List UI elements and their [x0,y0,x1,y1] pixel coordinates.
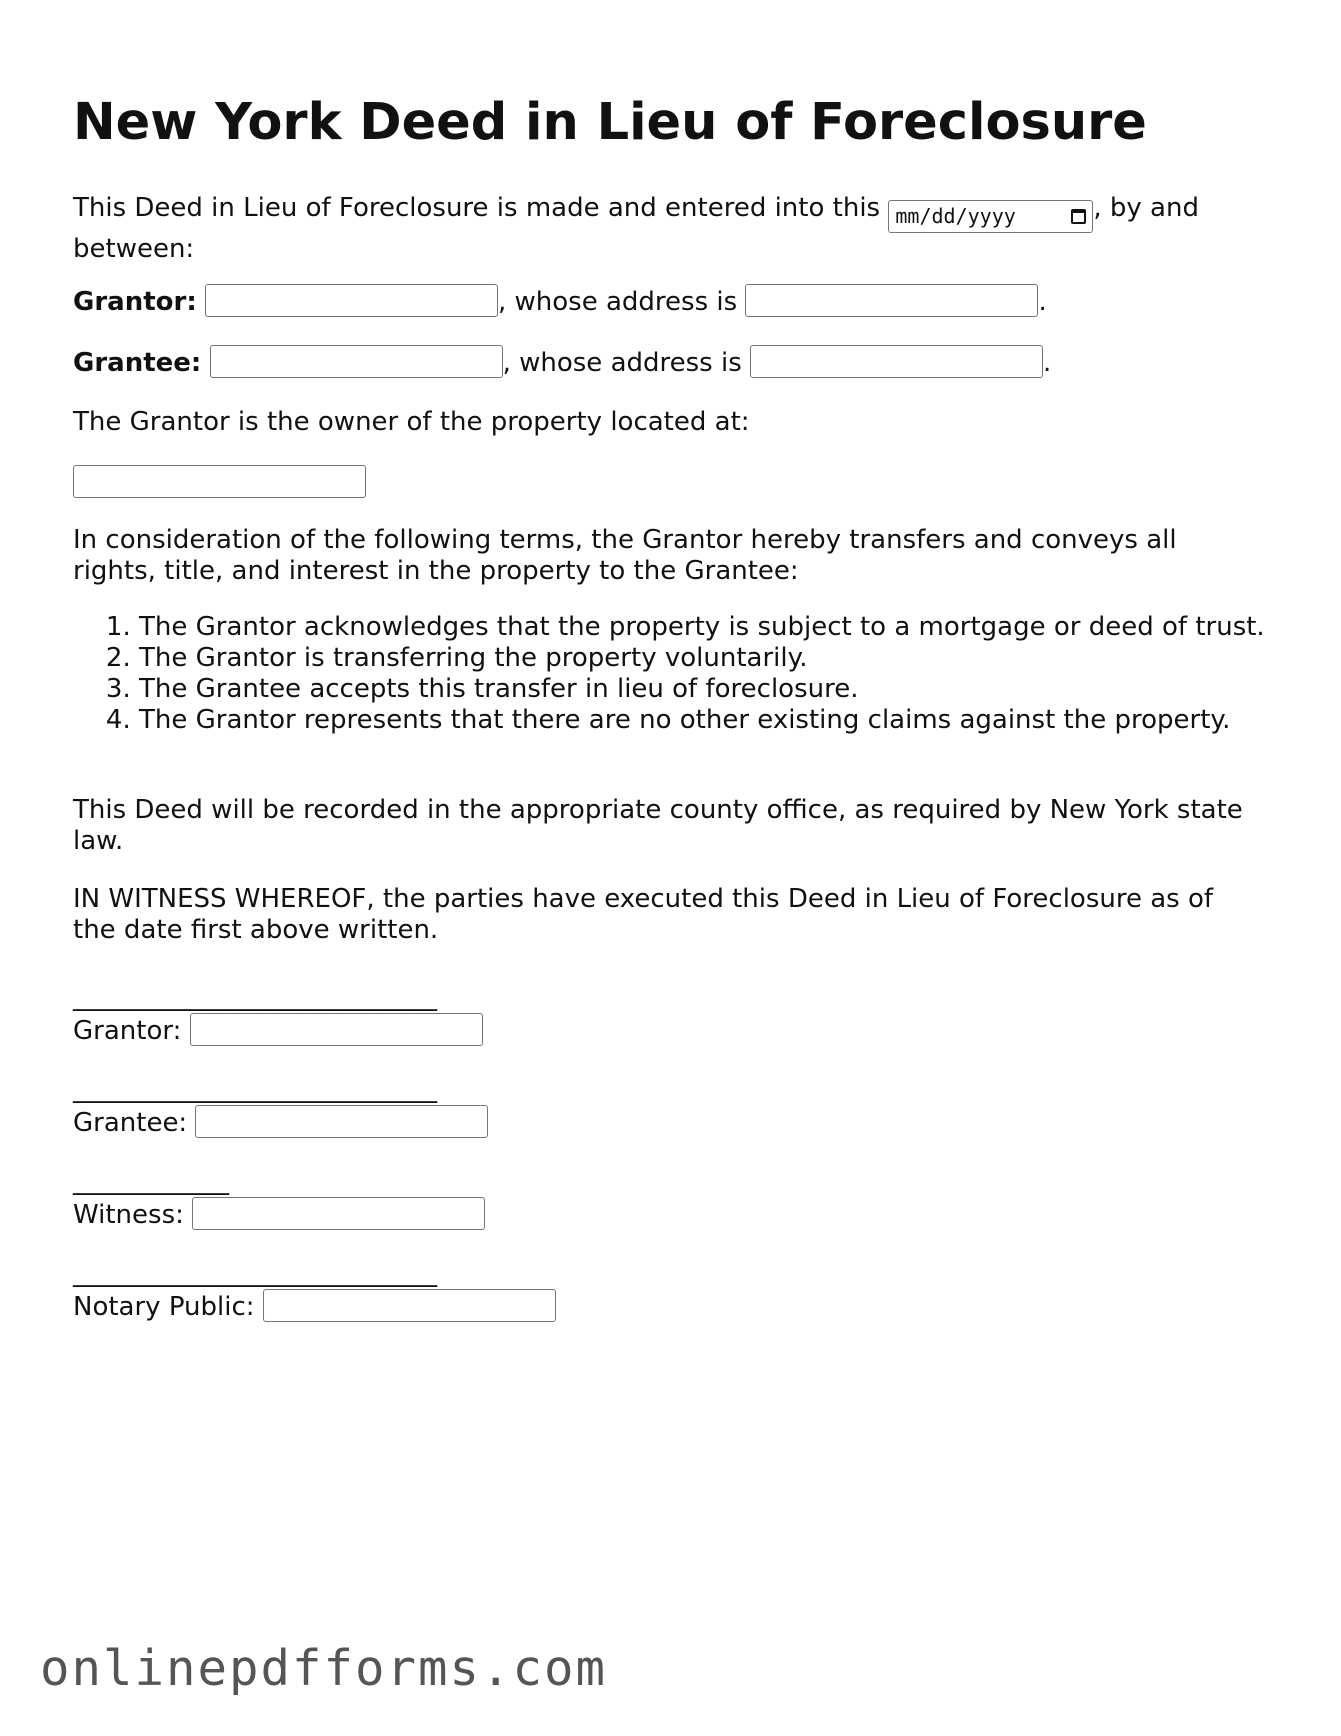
terms-list [73,612,1319,736]
grantee-signature-line: ____________________________ [73,1074,437,1104]
recording-paragraph: This Deed will be recorded in the appropriate county office, as required by New York state law. [73,795,1243,856]
notary-signature-block [73,1257,556,1323]
grantee-address-text: , whose address is [502,348,742,378]
consideration-paragraph: In consideration of the following terms, the Grantor hereby transfers and conveys all rights, title, and interest in the property to the Grantee: [73,525,1177,586]
grantor-row-end: . [1038,287,1047,317]
grantor-label: Grantor: [73,287,197,317]
grantee-signature-block [73,1073,488,1139]
witness-paragraph: IN WITNESS WHEREOF, the parties have executed this Deed in Lieu of Foreclosure as of the date first above written. [73,884,1214,945]
property-address-input[interactable] [73,465,366,498]
grantor-row [73,284,1047,318]
grantee-label: Grantee: [73,348,202,378]
intro-text-before: This Deed in Lieu of Foreclosure is made and entered into this [73,193,881,223]
grantee-signature-label: Grantee: [73,1108,188,1138]
grantor-signature-block [73,981,483,1047]
intro-text-after: , by and between: [73,193,1199,264]
term-item: 2. The Grantor is transferring the property voluntarily. [139,643,1319,674]
watermark: onlinepdfforms.com [40,1640,608,1697]
grantor-address-text: , whose address is [498,287,738,317]
witness-signature-line: ____________ [73,1166,229,1196]
property-paragraph: The Grantor is the owner of the property located at: [73,407,750,437]
witness-signature-block [73,1165,485,1231]
date-placeholder: mm/dd/yyyy [895,204,1016,228]
grantee-row [73,345,1051,379]
grantor-name-input[interactable] [205,284,498,317]
intro-paragraph [73,192,1223,265]
page-title: New York Deed in Lieu of Foreclosure [73,93,1147,152]
grantor-signature-label: Grantor: [73,1016,182,1046]
term-item: 4. The Grantor represents that there are no other existing claims against the property. [139,705,1319,736]
grantee-signature-input[interactable] [195,1105,488,1138]
calendar-icon[interactable] [1071,209,1086,224]
grantee-row-end: . [1043,348,1052,378]
notary-signature-line: ____________________________ [73,1258,437,1288]
notary-signature-label: Notary Public: [73,1292,255,1322]
agreement-date-input[interactable] [888,200,1093,233]
notary-signature-input[interactable] [263,1289,556,1322]
grantor-address-input[interactable] [745,284,1038,317]
term-item: 1. The Grantor acknowledges that the property is subject to a mortgage or deed of trust. [139,612,1319,643]
grantee-address-input[interactable] [750,345,1043,378]
witness-signature-input[interactable] [192,1197,485,1230]
witness-signature-label: Witness: [73,1200,184,1230]
term-item: 3. The Grantee accepts this transfer in lieu of foreclosure. [139,674,1319,705]
grantor-signature-line: ____________________________ [73,982,437,1012]
grantee-name-input[interactable] [210,345,503,378]
grantor-signature-input[interactable] [190,1013,483,1046]
